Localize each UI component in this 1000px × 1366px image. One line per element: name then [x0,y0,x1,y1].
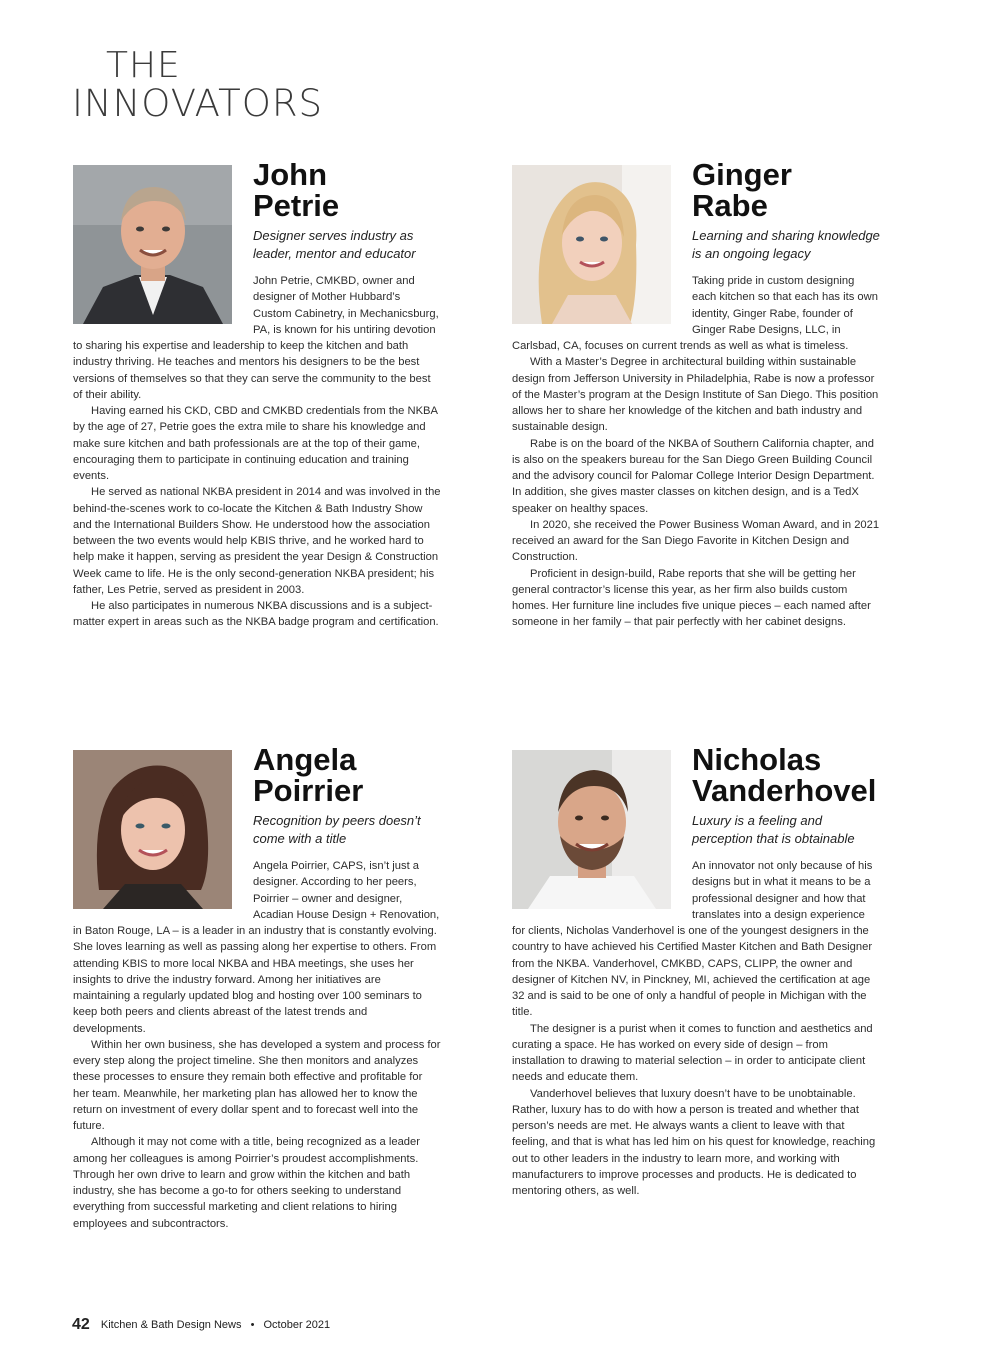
paragraph: He also participates in numerous NKBA discussions and is a subject-matter expert in areas such as the NKBA badge program and certification. [73,600,439,629]
paragraph: The designer is a purist when it comes to function and aesthetics and curating a space. He has worked on every side of design – from installation to drawing to material selection – in order to anticipate client needs and educate them. [512,1022,873,1084]
last-name: Petrie [253,188,340,223]
paragraph: An innovator not only because of his designs but in what it means to be a professional designer and how that translates into a design experience for clients, Nicholas Vanderhovel is one of the youngest designers in the country to have achieved his Certified Master Kitchen and Bath Designer from the NKBA. Vanderhovel, CMKBD, CAPS, CLIPP, the owner and designer of Kitchen NV, in Pinckney, MI, achieved the certification at age 32 and is said to be one of only a handful of people in Michigan with the title. [512,860,873,1019]
footer-separator: • [250,1319,255,1331]
last-name: Vanderhovel [692,773,877,808]
section-heading-line-1: THE [106,45,181,86]
first-name: Ginger [692,157,792,192]
paragraph: Having earned his CKD, CBD and CMKBD credentials from the NKBA by the age of 27, Petrie goes the extra mile to share his knowledge and make sure kitchen and bath professionals are at the top of their game, encouraging them to participate in continuing education and training events. [73,405,438,482]
publication-name: Kitchen & Bath Design News [100,1319,242,1331]
first-name: Nicholas [692,742,822,777]
text-wrap-spacer [512,273,692,327]
first-name: John [253,157,328,192]
profile-name [692,744,892,806]
profile-tagline: Recognition by peers doesn’t come with a title [253,813,421,846]
paragraph: With a Master’s Degree in architectural building within sustainable design from Jefferson University in Philadelphia, Rabe is now a professor of the Master’s program at the Design Institute of San Diego. This position allows her to share her knowledge of the kitchen and bath industry and sustainable design. [512,356,879,434]
paragraph: Angela Poirrier, CAPS, isn’t just a designer. According to her peers, Poirrier – owner and designer, Acadian House Design + Renovation, in Baton Rouge, LA – is a leader in an industry that is constantly evolving. She loves learning as well as passing along her expertise to others. From attending KBIS to more local NKBA and HBA meetings, she uses her insights to drive the industry forward. Among her initiatives are maintaining a regularly updated blog and hosting over 100 seminars to keep both peers and clients abreast of the latest trends and developments. [73,860,440,1035]
paragraph: Rabe is on the board of the NKBA of Southern California chapter, and is also on the speakers bureau for the San Diego Green Building Council and the advisory council for Palomar College Interior Design Department. In addition, she gives master classes on kitchen design, and is a TedX speaker on healthy spaces. [512,437,875,515]
profile-body [73,273,441,631]
text-wrap-spacer [73,858,253,912]
profile-name [692,159,892,221]
paragraph: Although it may not come with a title, being recognized as a leader among her colleagues is among Poirrier’s proudest accomplishments. Through her own drive to learn and grow within the kitchen and bath industry, she has become a go-to for others seeking to understand everything from successful marketing and client relations to hiring employees and subcontractors. [73,1136,420,1230]
paragraph: John Petrie, CMKBD, owner and designer of Mother Hubbard’s Custom Cabinetry, in Mechanicsburg, PA, is known for his untiring devotion to sharing his expertise and leadership to keep the kitchen and bath industry thriving. He teaches and mentors his designers to be the best versions of themselves so that they can serve the community to the best of their ability. [73,275,439,401]
text-wrap-spacer [512,858,692,912]
profile-body [73,858,441,1232]
profile-name [253,744,453,806]
profile-body [512,273,880,631]
text-wrap-spacer [73,273,253,327]
profile-tagline: Designer serves industry as leader, mentor and educator [253,228,416,261]
page-footer [72,1316,330,1334]
paragraph: Taking pride in custom designing each kitchen so that each has its own identity, Ginger Rabe, founder of Ginger Rabe Designs, LLC, in Carlsbad, CA, focuses on current trends as well as what is timeless. [512,275,878,352]
paragraph: Vanderhovel believes that luxury doesn’t have to be unobtainable. Rather, luxury has to do with how a person is treated and whether that person’s needs are met. He always wants a client to leave with that feeling, and that is what has led him on his quest for knowledge, reaching out to other leaders in the industry to learn more, and working with manufacturers to improve processes and products. He is dedicated to mentoring others, as well. [512,1087,876,1197]
last-name: Rabe [692,188,768,223]
first-name: Angela [253,742,357,777]
issue-date: October 2021 [263,1319,331,1331]
last-name: Poirrier [253,773,364,808]
profile-tagline: Learning and sharing knowledge is an ongoing legacy [692,228,880,261]
paragraph: In 2020, she received the Power Business Woman Award, and in 2021 received an award for the San Diego Favorite in Kitchen Design and Construction. [512,518,880,564]
profile-name [253,159,453,221]
page-number: 42 [72,1316,90,1333]
profile-body [512,858,880,1199]
paragraph: Within her own business, she has developed a system and process for every step along the project timeline. She then monitors and analyzes these processes to ensure they remain both effective and profitable for her team. Meanwhile, her marketing plan has allowed her to know the return on investment of every dollar spent and to forecast well into the future. [73,1038,441,1132]
profile-tagline: Luxury is a feeling and perception that is obtainable [692,813,855,846]
paragraph: He served as national NKBA president in 2014 and was involved in the behind-the-scenes work to co-locate the Kitchen & Bath Industry Show and the International Builders Show. He understood how the association between the two events would help KBIS thrive, and he worked hard to help make it happen, serving as president the year Design & Construction Week came to life. He is the only second-generation NKBA president; his father, Les Petrie, served as president in 2003. [73,486,441,596]
section-heading [72,45,324,125]
section-heading-line-2: INNOVATORS [72,82,324,125]
paragraph: Proficient in design-build, Rabe reports that she will be getting her general contractor’s license this year, as her firm also builds custom homes. Her furniture line includes five unique pieces – each named after someone in her family – that pair perfectly with her cabinet designs. [512,567,871,629]
